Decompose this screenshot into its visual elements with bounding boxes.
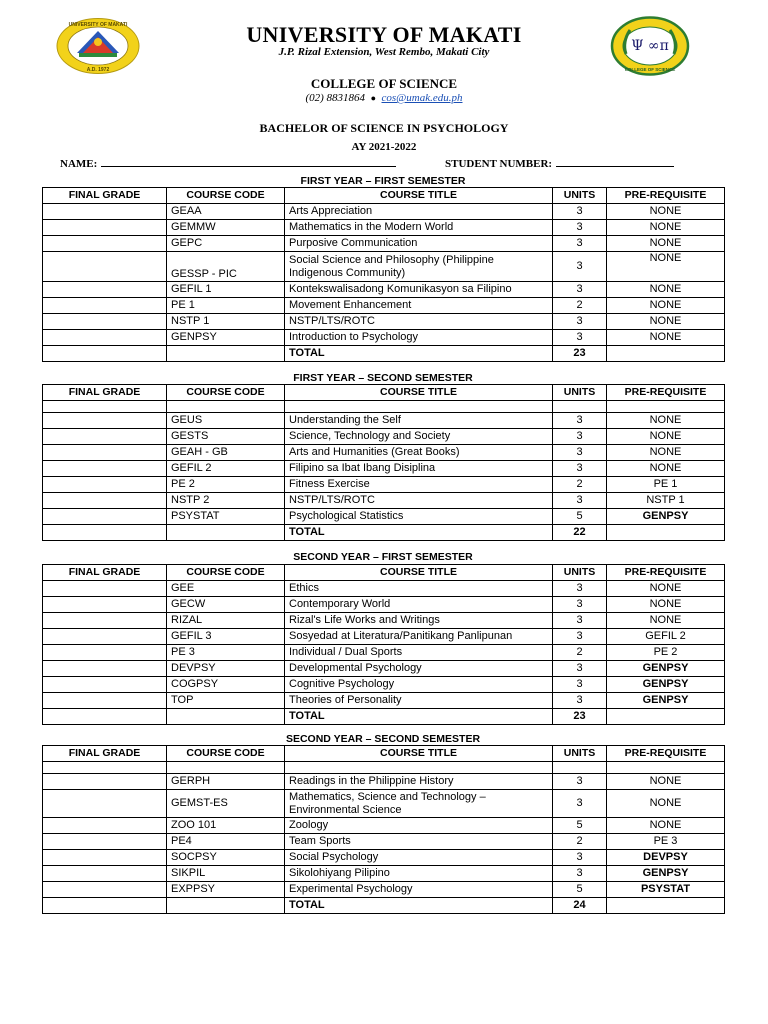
course-code: TOP — [167, 693, 285, 709]
college-seal-text: COLLEGE OF SCIENCE — [624, 67, 676, 72]
final-grade-cell[interactable] — [43, 834, 167, 850]
course-prerequisite: NONE — [607, 236, 725, 252]
course-row — [43, 252, 725, 282]
empty-cell — [167, 346, 285, 362]
course-row — [43, 677, 725, 693]
course-row — [43, 314, 725, 330]
semester-table — [42, 187, 725, 362]
course-prerequisite: GENPSY — [607, 693, 725, 709]
column-header-final-grade: FINAL GRADE — [43, 188, 167, 204]
course-prerequisite: NONE — [607, 461, 725, 477]
final-grade-cell[interactable] — [43, 493, 167, 509]
final-grade-cell[interactable] — [43, 282, 167, 298]
course-units: 2 — [553, 645, 607, 661]
course-units: 2 — [553, 298, 607, 314]
total-row — [43, 709, 725, 725]
course-row — [43, 834, 725, 850]
course-prerequisite: NONE — [607, 613, 725, 629]
course-row — [43, 581, 725, 597]
course-title: NSTP/LTS/ROTC — [285, 493, 553, 509]
course-prerequisite: NONE — [607, 314, 725, 330]
course-prerequisite: NONE — [607, 204, 725, 220]
course-code: GEAA — [167, 204, 285, 220]
course-units: 3 — [553, 236, 607, 252]
university-address: J.P. Rizal Extension, West Rembo, Makati City — [278, 46, 490, 58]
course-title: Developmental Psychology — [285, 661, 553, 677]
course-code: PE 3 — [167, 645, 285, 661]
empty-cell — [553, 762, 607, 774]
semester-table — [42, 745, 725, 914]
course-row — [43, 461, 725, 477]
name-label: NAME: — [60, 158, 98, 170]
course-prerequisite: GENPSY — [607, 866, 725, 882]
semester-title: FIRST YEAR – FIRST SEMESTER — [300, 175, 466, 187]
course-code: PSYSTAT — [167, 509, 285, 525]
total-label: TOTAL — [285, 346, 553, 362]
course-code: ZOO 101 — [167, 818, 285, 834]
semester-title: FIRST YEAR – SECOND SEMESTER — [293, 372, 473, 384]
column-header-course-title: COURSE TITLE — [285, 385, 553, 401]
course-row — [43, 818, 725, 834]
empty-cell — [167, 709, 285, 725]
course-row — [43, 204, 725, 220]
course-row — [43, 282, 725, 298]
course-units: 3 — [553, 693, 607, 709]
final-grade-cell[interactable] — [43, 330, 167, 346]
course-code: DEVPSY — [167, 661, 285, 677]
course-prerequisite: PE 3 — [607, 834, 725, 850]
final-grade-cell[interactable] — [43, 236, 167, 252]
total-row — [43, 346, 725, 362]
course-units: 3 — [553, 581, 607, 597]
final-grade-cell[interactable] — [43, 477, 167, 493]
course-row — [43, 661, 725, 677]
course-row — [43, 597, 725, 613]
final-grade-cell[interactable] — [43, 774, 167, 790]
column-header-course-code: COURSE CODE — [167, 188, 285, 204]
course-code: GESTS — [167, 429, 285, 445]
course-units: 5 — [553, 882, 607, 898]
course-row — [43, 236, 725, 252]
course-title: Sikolohiyang Pilipino — [285, 866, 553, 882]
course-row — [43, 882, 725, 898]
column-header-units: UNITS — [553, 565, 607, 581]
empty-cell — [607, 709, 725, 725]
final-grade-cell[interactable] — [43, 850, 167, 866]
course-title: Fitness Exercise — [285, 477, 553, 493]
email-link[interactable]: cos@umak.edu.ph — [381, 92, 463, 104]
course-title: Rizal's Life Works and Writings — [285, 613, 553, 629]
course-code: GEE — [167, 581, 285, 597]
final-grade-cell[interactable] — [43, 252, 167, 282]
empty-cell — [167, 401, 285, 413]
course-units: 3 — [553, 413, 607, 429]
course-code: GEMMW — [167, 220, 285, 236]
course-row — [43, 850, 725, 866]
column-header-course-title: COURSE TITLE — [285, 188, 553, 204]
course-units: 3 — [553, 252, 607, 282]
course-title: Zoology — [285, 818, 553, 834]
column-header-final-grade: FINAL GRADE — [43, 385, 167, 401]
final-grade-cell[interactable] — [43, 581, 167, 597]
course-units: 3 — [553, 661, 607, 677]
course-title: Social Science and Philosophy (Philippine Indigenous Community) — [285, 252, 553, 282]
university-name: UNIVERSITY OF MAKATI — [246, 22, 522, 47]
table-header-row — [43, 188, 725, 204]
course-prerequisite: PSYSTAT — [607, 882, 725, 898]
empty-cell — [167, 525, 285, 541]
document-header — [0, 0, 768, 170]
column-header-units: UNITS — [553, 188, 607, 204]
course-title: NSTP/LTS/ROTC — [285, 314, 553, 330]
course-code: GESSP - PIC — [167, 252, 285, 282]
final-grade-cell[interactable] — [43, 204, 167, 220]
course-row — [43, 413, 725, 429]
course-code: RIZAL — [167, 613, 285, 629]
column-header-prerequisite: PRE-REQUISITE — [607, 385, 725, 401]
name-field[interactable] — [60, 157, 396, 170]
course-row — [43, 429, 725, 445]
empty-cell — [43, 346, 167, 362]
empty-cell — [553, 401, 607, 413]
final-grade-cell[interactable] — [43, 461, 167, 477]
course-code: GERPH — [167, 774, 285, 790]
course-units: 3 — [553, 850, 607, 866]
course-code: SIKPIL — [167, 866, 285, 882]
academic-year: AY 2021-2022 — [351, 141, 417, 153]
course-prerequisite: NSTP 1 — [607, 493, 725, 509]
course-row — [43, 645, 725, 661]
course-title: Understanding the Self — [285, 413, 553, 429]
student-number-field[interactable] — [445, 157, 674, 170]
empty-cell — [607, 525, 725, 541]
column-header-prerequisite: PRE-REQUISITE — [607, 565, 725, 581]
total-label: TOTAL — [285, 898, 553, 914]
course-prerequisite: NONE — [607, 220, 725, 236]
course-units: 2 — [553, 477, 607, 493]
student-number-blank-line[interactable] — [556, 157, 674, 167]
column-header-prerequisite: PRE-REQUISITE — [607, 746, 725, 762]
course-row — [43, 693, 725, 709]
final-grade-cell[interactable] — [43, 413, 167, 429]
column-header-prerequisite: PRE-REQUISITE — [607, 188, 725, 204]
course-title: Theories of Personality — [285, 693, 553, 709]
semester-table — [42, 384, 725, 541]
course-units: 3 — [553, 282, 607, 298]
blank-row — [43, 401, 725, 413]
empty-cell — [167, 762, 285, 774]
column-header-course-title: COURSE TITLE — [285, 565, 553, 581]
course-prerequisite: NONE — [607, 774, 725, 790]
program-title: BACHELOR OF SCIENCE IN PSYCHOLOGY — [259, 121, 509, 135]
student-number-label: STUDENT NUMBER: — [445, 158, 553, 170]
course-title: Mathematics in the Modern World — [285, 220, 553, 236]
course-prerequisite: NONE — [607, 413, 725, 429]
course-row — [43, 220, 725, 236]
total-label: TOTAL — [285, 709, 553, 725]
course-title: Individual / Dual Sports — [285, 645, 553, 661]
course-code: GEUS — [167, 413, 285, 429]
course-title: Sosyedad at Literatura/Panitikang Panlipunan — [285, 629, 553, 645]
course-title: Science, Technology and Society — [285, 429, 553, 445]
final-grade-cell[interactable] — [43, 401, 167, 413]
course-units: 3 — [553, 429, 607, 445]
course-title: Introduction to Psychology — [285, 330, 553, 346]
blank-row — [43, 762, 725, 774]
course-code: PE4 — [167, 834, 285, 850]
course-code: GEFIL 1 — [167, 282, 285, 298]
course-code: GEFIL 3 — [167, 629, 285, 645]
course-units: 3 — [553, 629, 607, 645]
total-label: TOTAL — [285, 525, 553, 541]
course-row — [43, 493, 725, 509]
course-prerequisite: GEFIL 2 — [607, 629, 725, 645]
table-header-row — [43, 385, 725, 401]
course-prerequisite: NONE — [607, 252, 725, 282]
column-header-course-title: COURSE TITLE — [285, 746, 553, 762]
column-header-final-grade: FINAL GRADE — [43, 746, 167, 762]
course-units: 3 — [553, 790, 607, 818]
course-units: 3 — [553, 314, 607, 330]
course-title: Mathematics, Science and Technology – Environmental Science — [285, 790, 553, 818]
course-prerequisite: NONE — [607, 790, 725, 818]
course-units: 3 — [553, 613, 607, 629]
final-grade-cell[interactable] — [43, 597, 167, 613]
course-units: 3 — [553, 677, 607, 693]
final-grade-cell[interactable] — [43, 509, 167, 525]
column-header-final-grade: FINAL GRADE — [43, 565, 167, 581]
course-title: Team Sports — [285, 834, 553, 850]
college-contact — [0, 92, 768, 104]
course-code: GEFIL 2 — [167, 461, 285, 477]
course-code: GENPSY — [167, 330, 285, 346]
course-title: Arts Appreciation — [285, 204, 553, 220]
course-units: 3 — [553, 204, 607, 220]
course-title: Movement Enhancement — [285, 298, 553, 314]
total-units: 22 — [553, 525, 607, 541]
final-grade-cell[interactable] — [43, 677, 167, 693]
course-row — [43, 790, 725, 818]
seal-year-text: A.D. 1972 — [86, 67, 110, 73]
semester-title: SECOND YEAR – SECOND SEMESTER — [285, 733, 481, 745]
course-prerequisite: NONE — [607, 818, 725, 834]
course-prerequisite: NONE — [607, 597, 725, 613]
course-units: 3 — [553, 866, 607, 882]
course-title: Contemporary World — [285, 597, 553, 613]
empty-cell — [285, 401, 553, 413]
empty-cell — [607, 401, 725, 413]
total-units: 23 — [553, 709, 607, 725]
course-prerequisite: PE 2 — [607, 645, 725, 661]
final-grade-cell[interactable] — [43, 629, 167, 645]
final-grade-cell[interactable] — [43, 661, 167, 677]
course-units: 3 — [553, 493, 607, 509]
course-prerequisite: PE 1 — [607, 477, 725, 493]
course-prerequisite: GENPSY — [607, 509, 725, 525]
course-code: GECW — [167, 597, 285, 613]
seal-ring-text: UNIVERSITY OF MAKATI — [68, 22, 128, 28]
final-grade-cell[interactable] — [43, 645, 167, 661]
final-grade-cell[interactable] — [43, 298, 167, 314]
college-seal-symbols: Ψ ∞π — [631, 38, 669, 54]
total-units: 24 — [553, 898, 607, 914]
final-grade-cell[interactable] — [43, 429, 167, 445]
column-header-units: UNITS — [553, 385, 607, 401]
course-code: SOCPSY — [167, 850, 285, 866]
total-units: 23 — [553, 346, 607, 362]
course-units: 3 — [553, 330, 607, 346]
course-title: Cognitive Psychology — [285, 677, 553, 693]
course-prerequisite: NONE — [607, 282, 725, 298]
course-prerequisite: GENPSY — [607, 661, 725, 677]
course-row — [43, 629, 725, 645]
course-row — [43, 613, 725, 629]
course-units: 3 — [553, 220, 607, 236]
course-title: Arts and Humanities (Great Books) — [285, 445, 553, 461]
table-header-row — [43, 565, 725, 581]
course-prerequisite: DEVPSY — [607, 850, 725, 866]
course-code: EXPPSY — [167, 882, 285, 898]
final-grade-cell[interactable] — [43, 445, 167, 461]
column-header-course-code: COURSE CODE — [167, 565, 285, 581]
course-code: NSTP 1 — [167, 314, 285, 330]
course-units: 3 — [553, 461, 607, 477]
empty-cell — [607, 346, 725, 362]
course-code: PE 1 — [167, 298, 285, 314]
course-units: 5 — [553, 818, 607, 834]
course-code: GEPC — [167, 236, 285, 252]
course-prerequisite: NONE — [607, 445, 725, 461]
table-header-row — [43, 746, 725, 762]
course-code: NSTP 2 — [167, 493, 285, 509]
course-prerequisite: NONE — [607, 581, 725, 597]
course-code: COGPSY — [167, 677, 285, 693]
final-grade-cell[interactable] — [43, 866, 167, 882]
bullet-separator: ● — [370, 93, 376, 103]
course-code: GEMST-ES — [167, 790, 285, 818]
final-grade-cell[interactable] — [43, 220, 167, 236]
column-header-units: UNITS — [553, 746, 607, 762]
course-row — [43, 298, 725, 314]
final-grade-cell[interactable] — [43, 693, 167, 709]
total-row — [43, 525, 725, 541]
course-prerequisite: NONE — [607, 330, 725, 346]
final-grade-cell[interactable] — [43, 818, 167, 834]
final-grade-cell[interactable] — [43, 882, 167, 898]
course-title: Readings in the Philippine History — [285, 774, 553, 790]
course-title: Social Psychology — [285, 850, 553, 866]
empty-cell — [43, 898, 167, 914]
empty-cell — [43, 525, 167, 541]
course-title: Purposive Communication — [285, 236, 553, 252]
empty-cell — [607, 762, 725, 774]
course-title: Filipino sa Ibat Ibang Disiplina — [285, 461, 553, 477]
course-title: Kontekswalisadong Komunikasyon sa Filipino — [285, 282, 553, 298]
course-units: 3 — [553, 597, 607, 613]
column-header-course-code: COURSE CODE — [167, 746, 285, 762]
course-row — [43, 509, 725, 525]
course-title: Psychological Statistics — [285, 509, 553, 525]
semester-title: SECOND YEAR – FIRST SEMESTER — [293, 551, 473, 563]
course-units: 3 — [553, 774, 607, 790]
phone-number: (02) 8831864 — [305, 92, 366, 104]
empty-cell — [43, 709, 167, 725]
college-name: COLLEGE OF SCIENCE — [310, 76, 458, 91]
course-row — [43, 866, 725, 882]
course-units: 2 — [553, 834, 607, 850]
course-prerequisite: NONE — [607, 429, 725, 445]
course-row — [43, 477, 725, 493]
final-grade-cell[interactable] — [43, 762, 167, 774]
course-title: Ethics — [285, 581, 553, 597]
empty-cell — [285, 762, 553, 774]
course-title: Experimental Psychology — [285, 882, 553, 898]
course-units: 5 — [553, 509, 607, 525]
course-code: GEAH - GB — [167, 445, 285, 461]
final-grade-cell[interactable] — [43, 314, 167, 330]
empty-cell — [167, 898, 285, 914]
total-row — [43, 898, 725, 914]
course-prerequisite: NONE — [607, 298, 725, 314]
name-blank-line[interactable] — [101, 157, 396, 167]
semester-table — [42, 564, 725, 725]
empty-cell — [607, 898, 725, 914]
course-code: PE 2 — [167, 477, 285, 493]
course-row — [43, 445, 725, 461]
final-grade-cell[interactable] — [43, 790, 167, 818]
final-grade-cell[interactable] — [43, 613, 167, 629]
course-units: 3 — [553, 445, 607, 461]
column-header-course-code: COURSE CODE — [167, 385, 285, 401]
course-row — [43, 330, 725, 346]
course-prerequisite: GENPSY — [607, 677, 725, 693]
course-row — [43, 774, 725, 790]
